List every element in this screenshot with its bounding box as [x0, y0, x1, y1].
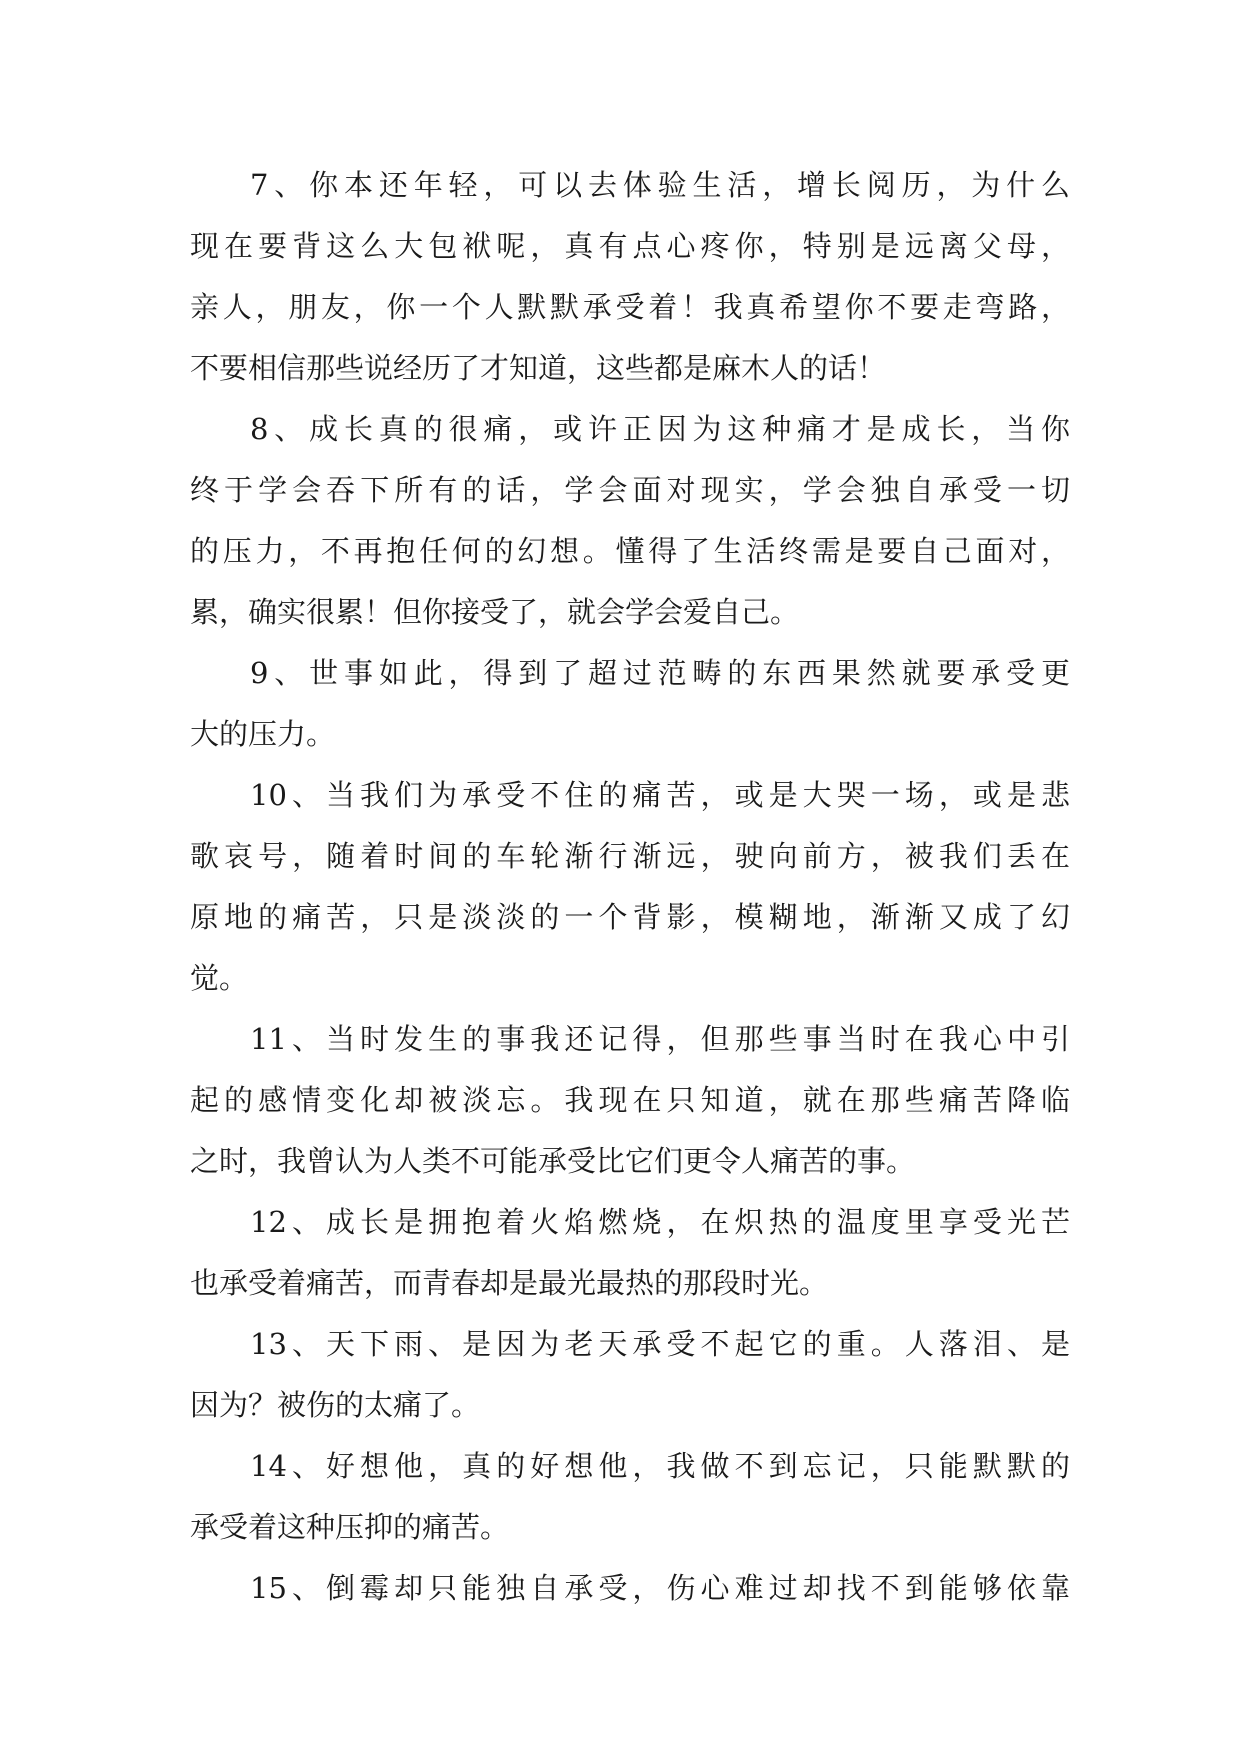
paragraph [190, 1192, 1070, 1314]
text-line: 之时，我曾认为人类不可能承受比它们更令人痛苦的事。 [190, 1144, 916, 1178]
paragraph [190, 765, 1070, 1009]
text-line: 承受着这种压抑的痛苦。 [190, 1510, 510, 1544]
text-line: 也承受着痛苦，而青春却是最光最热的那段时光。 [190, 1266, 829, 1300]
paragraph [190, 155, 1070, 399]
text-line: 累，确实很累！但你接受了，就会学会爱自己。 [190, 595, 800, 629]
paragraph [190, 1436, 1070, 1558]
text-line: 起的感情变化却被淡忘。我现在只知道，就在那些痛苦降临 [190, 1083, 1070, 1117]
text-line: 10、当我们为承受不住的痛苦，或是大哭一场，或是悲 [250, 778, 1070, 812]
paragraph [190, 399, 1070, 643]
text-line: 原地的痛苦，只是淡淡的一个背影，模糊地，渐渐又成了幻 [190, 900, 1070, 934]
text-line: 9、世事如此，得到了超过范畴的东西果然就要承受更 [250, 656, 1070, 690]
text-line: 因为？被伤的太痛了。 [190, 1388, 481, 1422]
text-line: 15、倒霉却只能独自承受，伤心难过却找不到能够依靠 [250, 1571, 1070, 1605]
text-line: 14、好想他，真的好想他，我做不到忘记，只能默默的 [250, 1449, 1070, 1483]
paragraph [190, 643, 1070, 765]
text-line: 11、当时发生的事我还记得，但那些事当时在我心中引 [250, 1022, 1070, 1056]
paragraph [190, 1558, 1070, 1619]
text-line: 12、成长是拥抱着火焰燃烧，在炽热的温度里享受光芒 [250, 1205, 1070, 1239]
text-line: 终于学会吞下所有的话，学会面对现实，学会独自承受一切 [190, 473, 1070, 507]
text-line: 7、你本还年轻，可以去体验生活，增长阅历，为什么 [250, 168, 1070, 202]
text-line: 不要相信那些说经历了才知道，这些都是麻木人的话！ [190, 351, 887, 385]
text-line: 大的压力。 [190, 717, 336, 751]
paragraph [190, 1314, 1070, 1436]
document-body [190, 155, 1070, 1619]
text-line: 觉。 [190, 961, 249, 995]
text-line: 亲人，朋友，你一个人默默承受着！我真希望你不要走弯路， [190, 290, 1070, 324]
text-line: 歌哀号，随着时间的车轮渐行渐远，驶向前方，被我们丢在 [190, 839, 1070, 873]
text-line: 8、成长真的很痛，或许正因为这种痛才是成长，当你 [250, 412, 1070, 446]
text-line: 的压力，不再抱任何的幻想。懂得了生活终需是要自己面对， [190, 534, 1070, 568]
text-line: 13、天下雨、是因为老天承受不起它的重。人落泪、是 [250, 1327, 1070, 1361]
paragraph [190, 1009, 1070, 1192]
text-line: 现在要背这么大包袱呢，真有点心疼你，特别是远离父母， [190, 229, 1070, 263]
